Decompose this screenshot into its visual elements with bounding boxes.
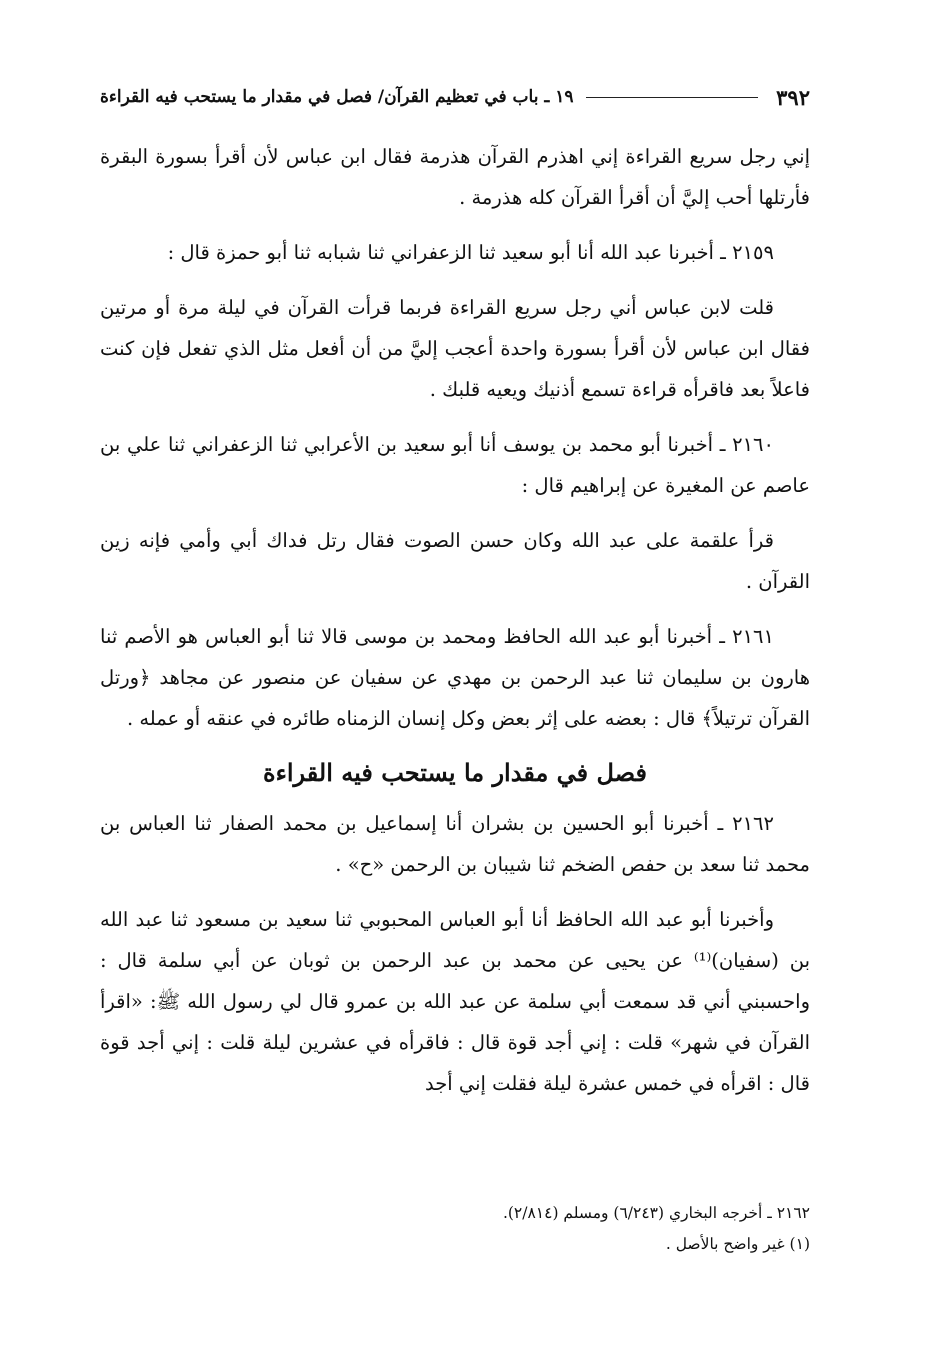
hadith-2162: ٢١٦٢ ـ أخبرنا أبو الحسين بن بشران أنا إسماعيل بن محمد الصفار ثنا العباس بن محمد ثنا سعد بن حفص الضخم ثنا شيبان بن الرحمن «ح» . xyxy=(100,812,810,876)
hadith-2161: ٢١٦١ ـ أخبرنا أبو عبد الله الحافظ ومحمد بن موسى قالا ثنا أبو العباس هو الأصم ثنا هارون بن سليمان ثنا عبد الرحمن بن مهدي عن سفيان عن منصور عن مجاهد ﴿ورتل القرآن ترتيلاً﴾ قال : بعضه على إثر بعض وكل إنسان الزمناه طائره في عنقه أو عمله . xyxy=(100,625,810,730)
running-title: ١٩ ـ باب في تعظيم القرآن/ فصل في مقدار ما يستحب فيه القراءة xyxy=(100,87,574,107)
body-text xyxy=(100,136,810,1104)
section-heading: فصل في مقدار ما يستحب فيه القراءة xyxy=(263,758,647,787)
footnote-1: (١) غير واضح بالأصل . xyxy=(665,1235,810,1253)
paragraph: إني رجل سريع القراءة إني اهذرم القرآن هذرمة فقال ابن عباس لأن أقرأ بسورة البقرة فأرتلها أحب إليَّ أن أقرأ القرآن كله هذرمة . xyxy=(100,145,810,209)
page xyxy=(100,80,810,1118)
paragraph: قلت لابن عباس أني رجل سريع القراءة فربما قرأت القرآن في ليلة مرة أو مرتين فقال ابن عباس لأن أقرأ بسورة واحدة أعجب إليَّ من أن أفعل مثل الذي تفعل فإن كنت فاعلاً بعد فاقرأه قراءة تسمع أذنيك ويعيه قلبك . xyxy=(100,296,810,401)
paragraph: وأخبرنا أبو عبد الله الحافظ أنا أبو العباس المحبوبي ثنا سعيد بن مسعود ثنا عبد الله بن (سفيان)⁽¹⁾ عن يحيى عن محمد بن عبد الرحمن بن ثوبان عن أبي سلمة قال : واحسبني أني قد سمعت أبي سلمة عن عبد الله بن عمرو قال لي رسول الله ﷺ: «اقرأ القرآن في شهر» قلت : إني أجد قوة قال : فاقرأه في عشرين ليلة قلت : إني أجد قوة قال : اقرأه في خمس عشرة ليلة فقلت إني أجد xyxy=(100,908,810,1095)
hadith-2159: ٢١٥٩ ـ أخبرنا عبد الله أنا أبو سعيد ثنا الزعفراني ثنا شبابه ثنا أبو حمزة قال : xyxy=(167,241,774,264)
footnotes xyxy=(100,1198,810,1260)
running-head xyxy=(100,80,810,114)
page-number: ٣٩٢ xyxy=(776,84,810,110)
footnote-takhrij: ٢١٦٢ ـ أخرجه البخاري (٦/٢٤٣) ومسلم (٢/٨١٤). xyxy=(502,1204,810,1222)
paragraph: قرأ علقمة على عبد الله وكان حسن الصوت فقال رتل فداك أبي وأمي فإنه زين القرآن . xyxy=(100,529,810,593)
header-rule xyxy=(586,97,759,98)
hadith-2160: ٢١٦٠ ـ أخبرنا أبو محمد بن يوسف أنا أبو سعيد بن الأعرابي ثنا الزعفراني ثنا علي بن عاصم عن المغيرة عن إبراهيم قال : xyxy=(100,433,810,497)
